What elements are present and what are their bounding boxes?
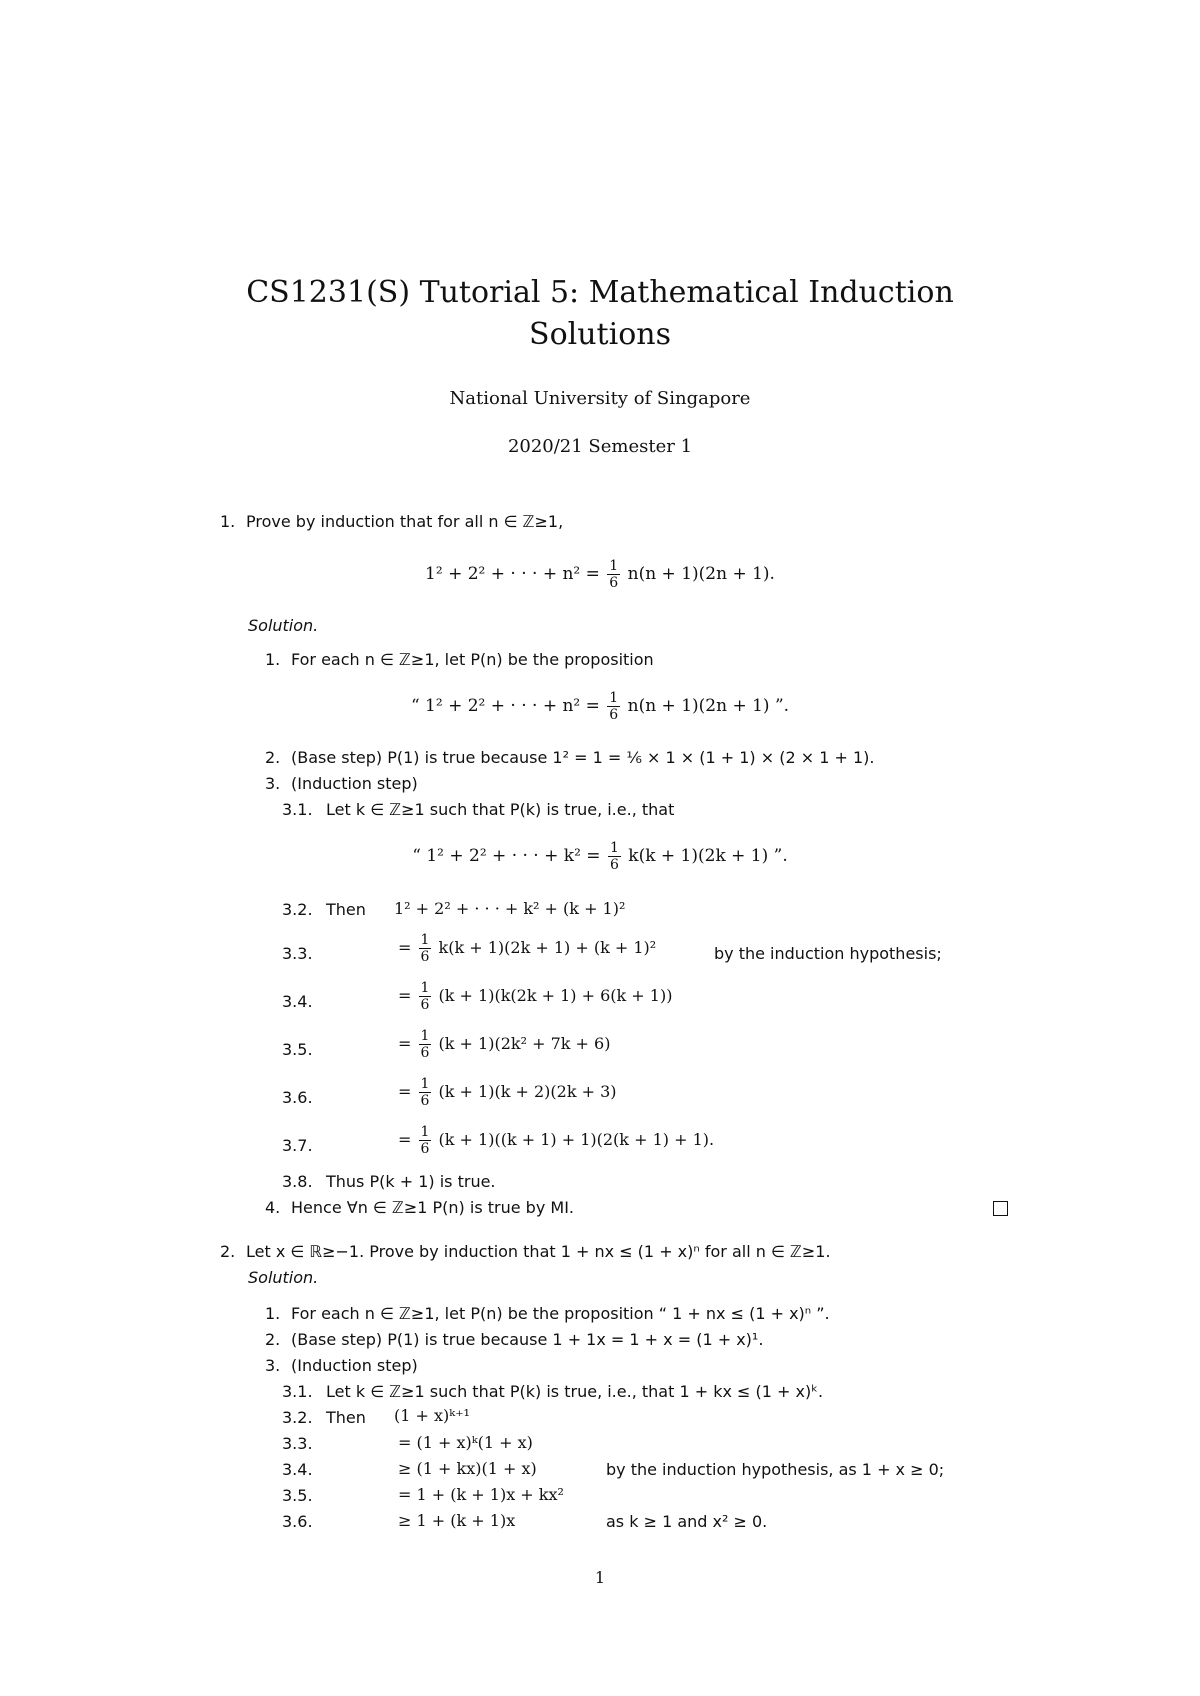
q1-step-3-5-eq: = [398, 1034, 412, 1053]
q2-step-3-6-expr: ≥ 1 + (k + 1)x [398, 1511, 516, 1530]
q2-solution-label: Solution. [248, 1268, 319, 1287]
q2-step-3-2-number: 3.2. [282, 1408, 313, 1427]
q1-step-3-7-eq: = [398, 1130, 412, 1149]
q2-step-3-1-number: 3.1. [282, 1382, 313, 1401]
title-line-1: CS1231(S) Tutorial 5: Mathematical Induction [246, 275, 954, 310]
q1-step-1-text: For each n ∈ ℤ≥1, let P(n) be the proposition [291, 650, 654, 669]
q1-step-4-number: 4. [265, 1198, 281, 1217]
q1-step-3-5-number: 3.5. [282, 1040, 313, 1059]
q1-step-3-4-frac: $\frac{1}{6}$ [420, 980, 430, 1013]
q1-step-3-number: 3. [265, 774, 281, 793]
institution: National University of Singapore [449, 388, 751, 409]
q1-step-3-7-number: 3.7. [282, 1136, 313, 1155]
q1-prompt: Prove by induction that for all n ∈ ℤ≥1, [246, 512, 564, 531]
q1-step-3-8-number: 3.8. [282, 1172, 313, 1191]
q2-step-3-2-expr: (1 + x)ᵏ⁺¹ [394, 1406, 470, 1425]
q1-step-3-4-expr: (k + 1)(k(2k + 1) + 6(k + 1)) [438, 986, 673, 1005]
q1-display-rhs: n(n + 1)(2n + 1). [627, 564, 775, 584]
q1-step-1-frac: $\frac{1}{6}$ [609, 690, 619, 723]
q1-step-3-3-frac: $\frac{1}{6}$ [420, 932, 430, 965]
q1-step-3-text: (Induction step) [291, 774, 418, 793]
q2-step-1-text: For each n ∈ ℤ≥1, let P(n) be the proposition “ 1 + nx ≤ (1 + x)ⁿ ”. [291, 1304, 830, 1323]
q2-step-3-5-number: 3.5. [282, 1486, 313, 1505]
q2-step-3-1-text: Let k ∈ ℤ≥1 such that P(k) is true, i.e., that 1 + kx ≤ (1 + x)ᵏ. [326, 1382, 824, 1401]
q2-step-3-2-then: Then [326, 1408, 366, 1427]
q1-step-3-6-eq: = [398, 1082, 412, 1101]
q2-step-3-text: (Induction step) [291, 1356, 418, 1375]
q1-step-4-text: Hence ∀n ∈ ℤ≥1 P(n) is true by MI. [291, 1198, 574, 1217]
q2-step-3-3-expr: = (1 + x)ᵏ(1 + x) [398, 1433, 533, 1452]
q1-step-3-6-expr-wrap [398, 1076, 617, 1109]
q1-display-lhs: 1² + 2² + · · · + n² = [425, 564, 600, 584]
q2-step-3-3-number: 3.3. [282, 1434, 313, 1453]
q1-step-3-2-expr: 1² + 2² + · · · + k² + (k + 1)² [394, 899, 626, 918]
q1-step-3-5-frac: $\frac{1}{6}$ [420, 1028, 430, 1061]
title-line-2: Solutions [529, 317, 671, 352]
q2-step-1-number: 1. [265, 1304, 281, 1323]
q1-step-3-1-text: Let k ∈ ℤ≥1 such that P(k) is true, i.e., that [326, 800, 675, 819]
q2-number: 2. [220, 1242, 236, 1261]
q1-step-3-7-expr-wrap [398, 1124, 714, 1157]
q1-step-3-2-number: 3.2. [282, 900, 313, 919]
q2-step-3-4-justification: by the induction hypothesis, as 1 + x ≥ 0; [606, 1460, 945, 1479]
q1-step-3-6-frac: $\frac{1}{6}$ [420, 1076, 430, 1109]
q1-step-3-5-expr-wrap [398, 1028, 610, 1061]
q2-step-3-6-justification: as k ≥ 1 and x² ≥ 0. [606, 1512, 768, 1531]
q1-step-3-1-display-lhs: “ 1² + 2² + · · · + k² = [412, 846, 601, 866]
q1-display-frac: $\frac{1}{6}$ [609, 558, 619, 591]
q1-number: 1. [220, 512, 236, 531]
q2-step-3-number: 3. [265, 1356, 281, 1375]
page-number: 1 [594, 1568, 606, 1587]
q1-step-3-3-eq: = [398, 938, 412, 957]
q2-step-3-4-number: 3.4. [282, 1460, 313, 1479]
q2-step-3-4-expr: ≥ (1 + kx)(1 + x) [398, 1459, 537, 1478]
q1-step-2-text: (Base step) P(1) is true because 1² = 1 = ⅙ × 1 × (1 + 1) × (2 × 1 + 1). [291, 748, 875, 767]
q1-step-3-1-frac: $\frac{1}{6}$ [609, 840, 619, 873]
q1-step-3-3-expr: k(k + 1)(2k + 1) + (k + 1)² [438, 938, 657, 957]
q1-step-3-6-number: 3.6. [282, 1088, 313, 1107]
q1-step-3-1-number: 3.1. [282, 800, 313, 819]
q2-step-2-text: (Base step) P(1) is true because 1 + 1x = 1 + x = (1 + x)¹. [291, 1330, 764, 1349]
q2-step-3-6-number: 3.6. [282, 1512, 313, 1531]
q1-step-3-3-number: 3.3. [282, 944, 313, 963]
q2-step-3-5-expr: = 1 + (k + 1)x + kx² [398, 1485, 564, 1504]
qed-square-icon [993, 1201, 1008, 1216]
q1-step-3-1-display [0, 840, 1200, 873]
q1-step-1-display-lhs: “ 1² + 2² + · · · + n² = [410, 696, 600, 716]
q1-solution-label: Solution. [248, 616, 319, 635]
q2-prompt: Let x ∈ ℝ≥−1. Prove by induction that 1 + nx ≤ (1 + x)ⁿ for all n ∈ ℤ≥1. [246, 1242, 831, 1261]
q1-step-3-1-display-rhs: k(k + 1)(2k + 1) ”. [628, 846, 788, 866]
q1-step-3-7-frac: $\frac{1}{6}$ [420, 1124, 430, 1157]
q1-step-3-2-then: Then [326, 900, 366, 919]
q1-step-3-8-text: Thus P(k + 1) is true. [326, 1172, 496, 1191]
q1-step-3-7-expr: (k + 1)((k + 1) + 1)(2(k + 1) + 1). [438, 1130, 715, 1149]
q1-step-3-4-expr-wrap [398, 980, 672, 1013]
q1-step-1-display [0, 690, 1200, 723]
q2-step-2-number: 2. [265, 1330, 281, 1349]
q1-step-3-3-expr-wrap [398, 932, 656, 965]
q1-step-2-number: 2. [265, 748, 281, 767]
q1-step-1-display-rhs: n(n + 1)(2n + 1) ”. [627, 696, 790, 716]
q1-step-1-number: 1. [265, 650, 281, 669]
q1-step-3-6-expr: (k + 1)(k + 2)(2k + 3) [438, 1082, 617, 1101]
q1-step-3-5-expr: (k + 1)(2k² + 7k + 6) [438, 1034, 611, 1053]
q1-step-3-4-eq: = [398, 986, 412, 1005]
q1-step-3-3-justification: by the induction hypothesis; [714, 944, 942, 963]
semester: 2020/21 Semester 1 [507, 436, 693, 457]
q1-display-equation [0, 558, 1200, 591]
q1-step-3-4-number: 3.4. [282, 992, 313, 1011]
